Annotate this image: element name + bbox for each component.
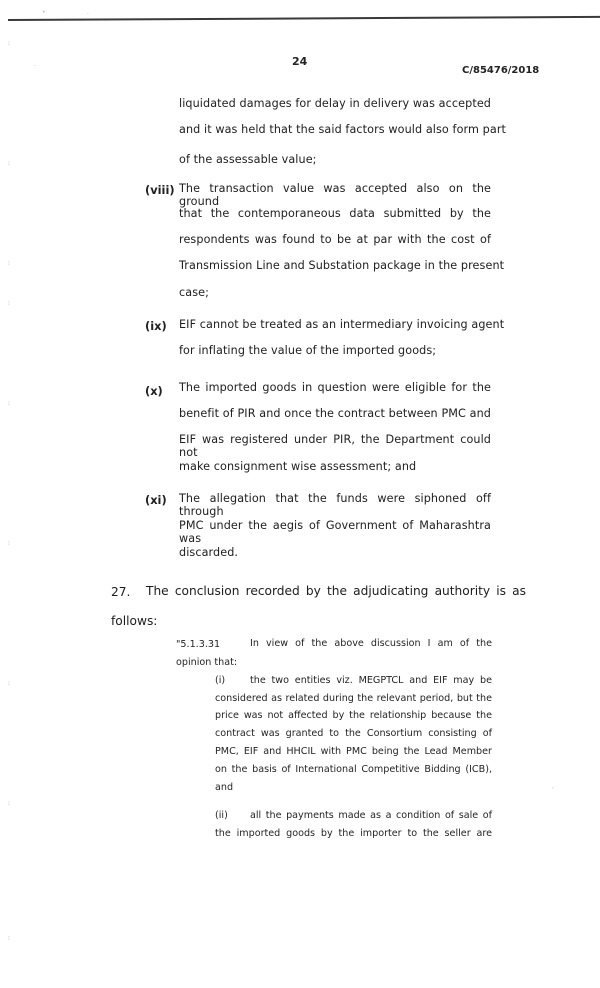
item-viii-line: The transaction value was accepted also on the ground <box>179 182 491 208</box>
quote-point-label-i: (i) <box>215 675 226 686</box>
item-x-line: benefit of PIR and once the contract between PMC and <box>179 407 491 420</box>
item-label-viii: (viii) <box>145 183 175 197</box>
scan-artifact: ⁝ <box>8 400 10 407</box>
scan-artifact: · <box>87 11 89 18</box>
quote-intro-line: In view of the above discussion I am of the <box>250 638 492 649</box>
item-label-xi: (xi) <box>145 493 167 507</box>
item-label-ix: (ix) <box>145 319 167 333</box>
page-number: 24 <box>292 55 308 68</box>
quote-point-i-line: contract was granted to the Consortium consisting of <box>215 728 492 739</box>
header-rule <box>8 16 600 21</box>
scan-artifact: ⁝ <box>8 680 10 687</box>
item-xi-line: PMC under the aegis of Government of Maharashtra was <box>179 519 491 545</box>
paragraph-number: 27. <box>111 585 131 599</box>
quote-point-label-ii: (ii) <box>215 810 228 821</box>
scan-artifact: • <box>42 9 46 16</box>
quote-point-i-line: price was not affected by the relationship because the <box>215 710 492 721</box>
quote-point-i-line: considered as related during the relevant period, but the <box>215 693 492 704</box>
quote-point-i-line: on the basis of International Competitive Bidding (ICB), <box>215 764 492 775</box>
scan-artifact: ⁝ <box>8 935 10 942</box>
paragraph-27-line: follows: <box>111 614 158 628</box>
item-viii-line: Transmission Line and Substation package in the present <box>179 259 505 272</box>
quote-section-number: "5.1.3.31 <box>176 639 221 650</box>
scan-artifact: ⁝ <box>8 800 10 807</box>
item-viii-line: case; <box>179 286 209 299</box>
case-number: C/85476/2018 <box>462 65 540 76</box>
item-x-line: make consignment wise assessment; and <box>179 460 417 473</box>
continuation-line: of the assessable value; <box>179 153 317 166</box>
scan-artifact: ⁝ <box>8 540 10 547</box>
item-xi-line: The allegation that the funds were siphoned off through <box>179 492 491 518</box>
item-label-x: (x) <box>145 384 163 398</box>
continuation-line: liquidated damages for delay in delivery was accepted <box>179 97 491 110</box>
quote-point-ii-line: all the payments made as a condition of sale of <box>250 810 492 821</box>
scan-artifact: , <box>552 783 554 790</box>
quote-point-ii-line: the imported goods by the importer to the seller are <box>215 828 492 839</box>
item-x-line: EIF was registered under PIR, the Department could not <box>179 433 491 459</box>
item-viii-line: that the contemporaneous data submitted by the <box>179 207 491 220</box>
quote-intro-line: opinion that: <box>176 657 238 668</box>
item-viii-line: respondents was found to be at par with the cost of <box>179 233 491 246</box>
paragraph-27-line: The conclusion recorded by the adjudicating authority is as <box>146 584 526 598</box>
scan-artifact: · <box>34 63 36 70</box>
continuation-line: and it was held that the said factors would also form part <box>179 123 507 136</box>
item-xi-line: discarded. <box>179 546 239 559</box>
scan-artifact: ⁝ <box>8 260 10 267</box>
item-ix-line: for inflating the value of the imported goods; <box>179 344 437 357</box>
item-x-line: The imported goods in question were eligible for the <box>179 381 491 394</box>
scan-artifact: ⁝ <box>8 300 10 307</box>
quote-point-i-line: the two entities viz. MEGPTCL and EIF may be <box>250 675 492 686</box>
scan-artifact: ⁝ <box>8 160 10 167</box>
item-ix-line: EIF cannot be treated as an intermediary invoicing agent <box>179 318 505 331</box>
scan-artifact: ⁝ <box>8 40 10 47</box>
quote-point-i-line: PMC, EIF and HHCIL with PMC being the Lead Member <box>215 746 492 757</box>
quote-point-i-line: and <box>215 782 234 793</box>
